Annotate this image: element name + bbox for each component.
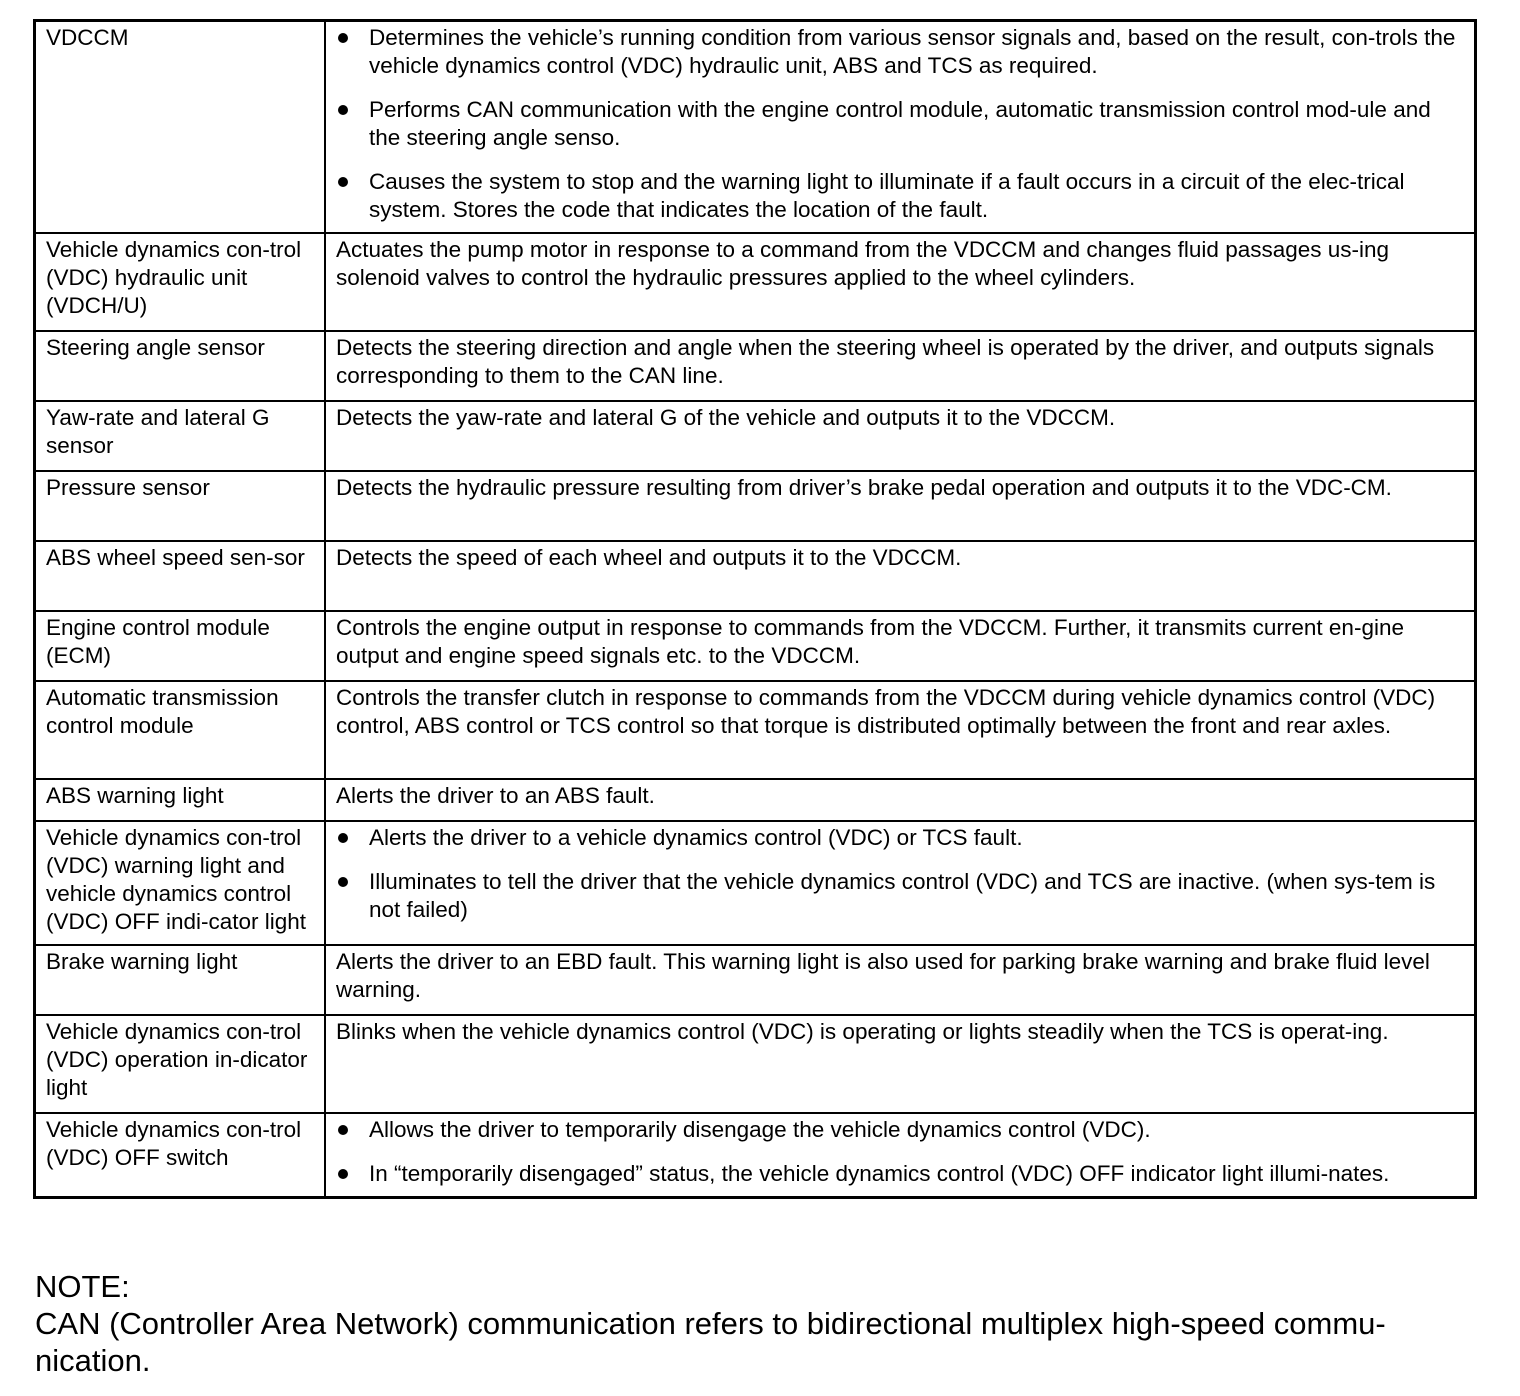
component-cell: Automatic transmission control module bbox=[35, 681, 326, 779]
function-cell bbox=[325, 1113, 1476, 1198]
component-cell: Steering angle sensor bbox=[35, 331, 326, 401]
table-row bbox=[35, 779, 1476, 821]
function-bullet-list bbox=[336, 24, 1464, 224]
component-cell: Vehicle dynamics con-trol (VDC) hydraulic unit (VDCH/U) bbox=[35, 233, 326, 331]
bullet-icon bbox=[338, 105, 348, 115]
list-item bbox=[336, 824, 1464, 852]
list-item bbox=[336, 868, 1464, 924]
function-cell: Alerts the driver to an EBD fault. This warning light is also used for parking brake warning and brake fluid level warning. bbox=[325, 945, 1476, 1015]
bullet-icon bbox=[338, 1169, 348, 1179]
bullet-icon bbox=[338, 833, 348, 843]
component-cell: Brake warning light bbox=[35, 945, 326, 1015]
note-section bbox=[35, 1268, 1485, 1379]
list-item bbox=[336, 1160, 1464, 1188]
table-row bbox=[35, 471, 1476, 541]
list-item bbox=[336, 24, 1464, 80]
function-cell: Detects the yaw-rate and lateral G of the vehicle and outputs it to the VDCCM. bbox=[325, 401, 1476, 471]
bullet-text: Performs CAN communication with the engine control module, automatic transmission control mod-ule and the steering angle senso. bbox=[369, 97, 1431, 150]
table-row bbox=[35, 611, 1476, 681]
function-cell: Detects the steering direction and angle when the steering wheel is operated by the driver, and outputs signals corresponding to them to the CAN line. bbox=[325, 331, 1476, 401]
note-text: CAN (Controller Area Network) communication refers to bidirectional multiplex high-speed commu-nication. bbox=[35, 1306, 1386, 1378]
table-row bbox=[35, 681, 1476, 779]
bullet-text: In “temporarily disengaged” status, the vehicle dynamics control (VDC) OFF indicator light illumi-nates. bbox=[369, 1161, 1390, 1186]
component-cell: Vehicle dynamics con-trol (VDC) warning light and vehicle dynamics control (VDC) OFF indi-cator light bbox=[35, 821, 326, 945]
function-cell: Detects the hydraulic pressure resulting from driver’s brake pedal operation and outputs it to the VDC-CM. bbox=[325, 471, 1476, 541]
function-cell: Controls the transfer clutch in response to commands from the VDCCM during vehicle dynamics control (VDC) control, ABS control or TCS control so that torque is distributed optimally between the front and rear axles. bbox=[325, 681, 1476, 779]
function-cell: Alerts the driver to an ABS fault. bbox=[325, 779, 1476, 821]
bullet-text: Determines the vehicle’s running condition from various sensor signals and, based on the result, con-trols the vehicle dynamics control (VDC) hydraulic unit, ABS and TCS as required. bbox=[369, 25, 1456, 78]
function-cell: Controls the engine output in response to commands from the VDCCM. Further, it transmits current en-gine output and engine speed signals etc. to the VDCCM. bbox=[325, 611, 1476, 681]
bullet-icon bbox=[338, 33, 348, 43]
function-cell: Actuates the pump motor in response to a command from the VDCCM and changes fluid passages us-ing solenoid valves to control the hydraulic pressures applied to the wheel cylinders. bbox=[325, 233, 1476, 331]
function-cell: Detects the speed of each wheel and outputs it to the VDCCM. bbox=[325, 541, 1476, 611]
note-heading: NOTE: bbox=[35, 1269, 130, 1304]
bullet-icon bbox=[338, 1125, 348, 1135]
bullet-icon bbox=[338, 177, 348, 187]
list-item bbox=[336, 168, 1464, 224]
list-item bbox=[336, 1116, 1464, 1144]
list-item bbox=[336, 96, 1464, 152]
component-cell: Engine control module (ECM) bbox=[35, 611, 326, 681]
table-row bbox=[35, 541, 1476, 611]
component-cell: VDCCM bbox=[35, 21, 326, 234]
table-row bbox=[35, 401, 1476, 471]
component-cell: Pressure sensor bbox=[35, 471, 326, 541]
table-body bbox=[35, 21, 1476, 1198]
table-row bbox=[35, 233, 1476, 331]
function-bullet-list bbox=[336, 1116, 1464, 1188]
bullet-icon bbox=[338, 877, 348, 887]
function-cell bbox=[325, 821, 1476, 945]
component-cell: ABS wheel speed sen-sor bbox=[35, 541, 326, 611]
function-cell bbox=[325, 21, 1476, 234]
table-row bbox=[35, 1113, 1476, 1198]
function-cell: Blinks when the vehicle dynamics control (VDC) is operating or lights steadily when the TCS is operat-ing. bbox=[325, 1015, 1476, 1113]
table-row bbox=[35, 21, 1476, 234]
bullet-text: Allows the driver to temporarily disengage the vehicle dynamics control (VDC). bbox=[369, 1117, 1151, 1142]
bullet-text: Causes the system to stop and the warning light to illuminate if a fault occurs in a circuit of the elec-trical system. Stores the code that indicates the location of the fault. bbox=[369, 169, 1405, 222]
bullet-text: Alerts the driver to a vehicle dynamics control (VDC) or TCS fault. bbox=[369, 825, 1023, 850]
component-cell: Vehicle dynamics con-trol (VDC) operation in-dicator light bbox=[35, 1015, 326, 1113]
function-bullet-list bbox=[336, 824, 1464, 924]
table-row bbox=[35, 1015, 1476, 1113]
table-row bbox=[35, 945, 1476, 1015]
component-cell: Vehicle dynamics con-trol (VDC) OFF switch bbox=[35, 1113, 326, 1198]
component-cell: ABS warning light bbox=[35, 779, 326, 821]
component-function-table bbox=[33, 19, 1477, 1199]
bullet-text: Illuminates to tell the driver that the vehicle dynamics control (VDC) and TCS are inactive. (when sys-tem is not failed) bbox=[369, 869, 1436, 922]
table-row bbox=[35, 821, 1476, 945]
component-cell: Yaw-rate and lateral G sensor bbox=[35, 401, 326, 471]
table-row bbox=[35, 331, 1476, 401]
